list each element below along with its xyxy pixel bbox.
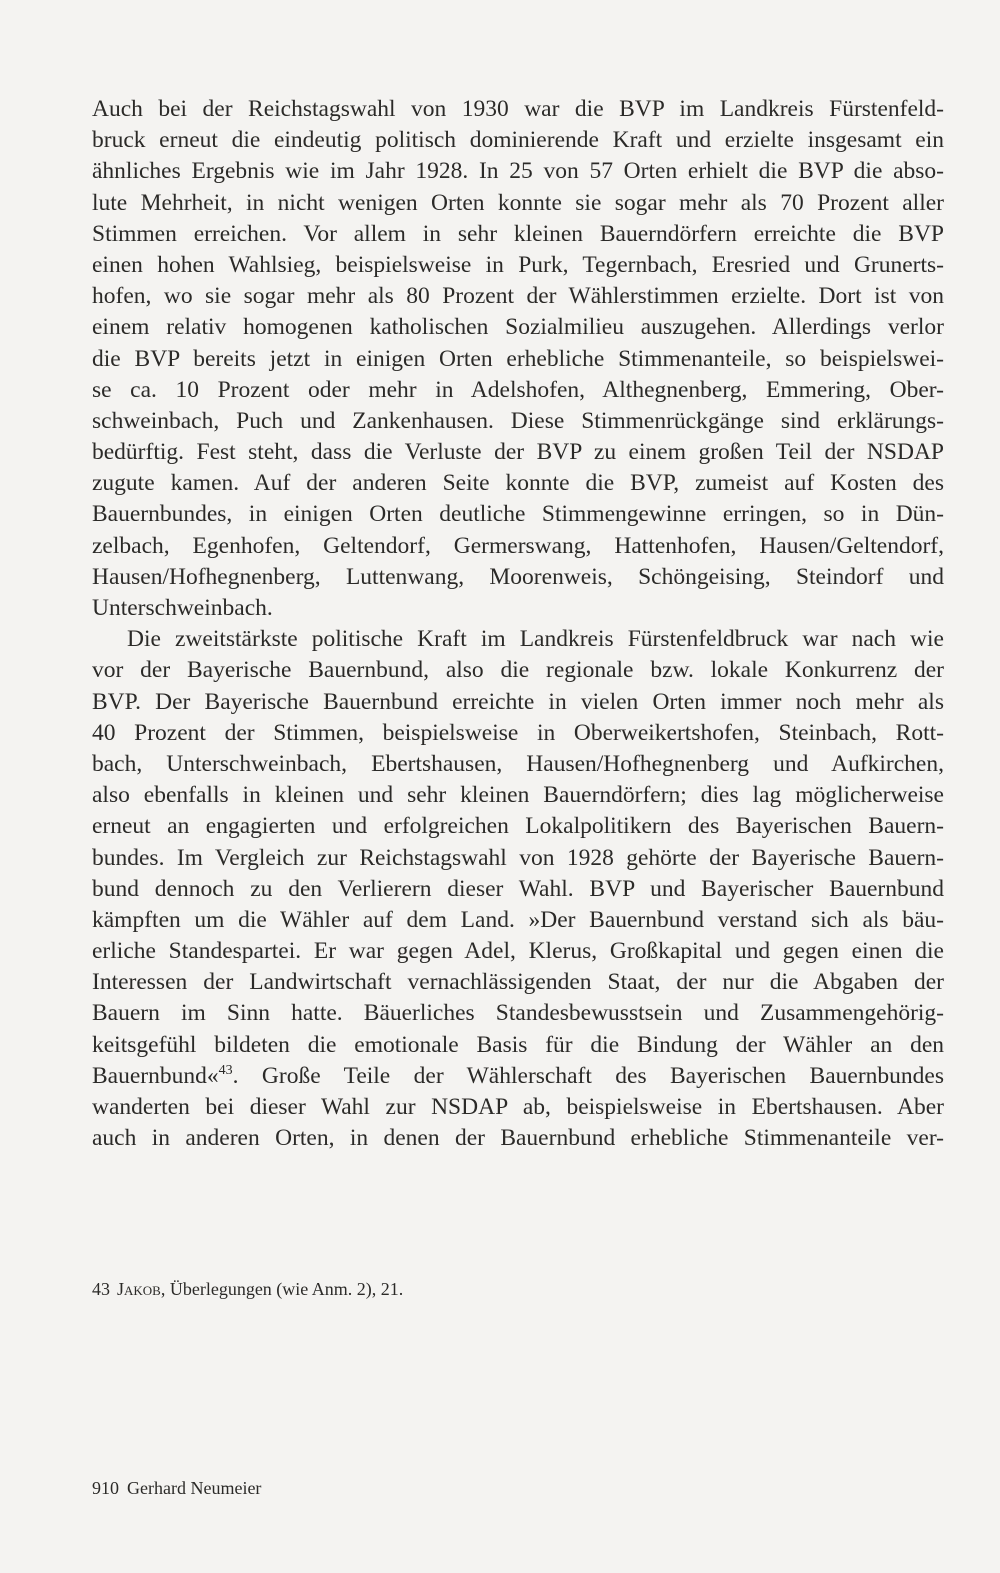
text-line: se ca. 10 Prozent oder mehr in Adelshofen, Althegnenberg, Emmering, Ober- (92, 376, 944, 403)
text-line: bedürftig. Fest steht, dass die Verluste der BVP zu einem großen Teil der NSDAP (92, 439, 944, 466)
page-footer (92, 1475, 261, 1501)
text-line: hofen, wo sie sogar mehr als 80 Prozent der Wählerstimmen erzielte. Dort ist von (92, 283, 944, 310)
text-fragment: . Große Teile der Wählerschaft des Bayerischen Bauernbundes (232, 1062, 944, 1089)
footnote-author: Jakob (117, 1279, 161, 1299)
text-line: bund dennoch zu den Verlierern dieser Wahl. BVP und Bayerischer Bauernbund (92, 875, 944, 902)
footnote-reference[interactable]: 43 (218, 1062, 233, 1078)
text-line: bruck erneut die eindeutig politisch dominierende Kraft und erzielte insgesamt ein (92, 127, 944, 154)
text-line: lute Mehrheit, in nicht wenigen Orten konnte sie sogar mehr als 70 Prozent aller (92, 189, 944, 216)
text-line: keitsgefühl bildeten die emotionale Basis für die Bindung der Wähler an den (92, 1031, 944, 1058)
text-line: also ebenfalls in kleinen und sehr kleinen Bauerndörfern; dies lag möglicherweise (92, 782, 944, 809)
running-author: Gerhard Neumeier (127, 1478, 262, 1498)
text-fragment: Bauernbund« (92, 1062, 219, 1089)
text-line: kämpften um die Wähler auf dem Land. »Der Bauernbund verstand sich als bäu- (92, 906, 944, 933)
footnote-number: 43 (92, 1279, 110, 1299)
text-line: schweinbach, Puch und Zankenhausen. Diese Stimmenrückgänge sind erklärungs- (92, 407, 944, 434)
text-line: Bauernbundes, in einigen Orten deutliche Stimmengewinne erringen, so in Dün- (92, 501, 944, 528)
text-line: erneut an engagierten und erfolgreichen Lokalpolitikern des Bayerischen Bauern- (92, 813, 944, 840)
footnote (92, 1276, 403, 1302)
text-line: bundes. Im Vergleich zur Reichstagswahl von 1928 gehörte der Bayerische Bauern- (92, 844, 944, 871)
text-line: Interessen der Landwirtschaft vernachlässigenden Staat, der nur die Abgaben der (92, 969, 944, 996)
text-line: Unterschweinbach. (92, 595, 273, 621)
text-line: erliche Standespartei. Er war gegen Adel, Klerus, Großkapital und gegen einen die (92, 938, 944, 965)
text-line: bach, Unterschweinbach, Ebertshausen, Hausen/Hofhegnenberg und Aufkirchen, (92, 750, 944, 777)
text-line: Die zweitstärkste politische Kraft im Landkreis Fürstenfeldbruck war nach wie (127, 626, 944, 653)
text-line: einem relativ homogenen katholischen Sozialmilieu auszugehen. Allerdings verlor (92, 314, 944, 341)
text-line-with-footnote-ref (92, 1061, 944, 1092)
page-number: 910 (92, 1478, 119, 1498)
text-line: BVP. Der Bayerische Bauernbund erreichte in vielen Orten immer noch mehr als (92, 688, 944, 715)
text-line: ähnliches Ergebnis wie im Jahr 1928. In 25 von 57 Orten erhielt die BVP die abso- (92, 158, 944, 185)
footnote-text: , Überlegungen (wie Anm. 2), 21. (160, 1279, 404, 1299)
text-line: zugute kamen. Auf der anderen Seite konnte die BVP, zumeist auf Kosten des (92, 470, 944, 497)
text-line: Auch bei der Reichstagswahl von 1930 war die BVP im Landkreis Fürstenfeld- (92, 96, 944, 122)
paragraph-1 (92, 94, 944, 624)
text-line: Bauern im Sinn hatte. Bäuerliches Standesbewusstsein und Zusammengehörig- (92, 1000, 944, 1027)
text-line: Hausen/Hofhegnenberg, Luttenwang, Moorenweis, Schöngeising, Steindorf und (92, 563, 944, 590)
paragraph-2 (92, 624, 944, 1154)
text-line: zelbach, Egenhofen, Geltendorf, Germerswang, Hattenhofen, Hausen/Geltendorf, (92, 532, 944, 559)
text-line: auch in anderen Orten, in denen der Bauernbund erhebliche Stimmenanteile ver- (92, 1125, 944, 1152)
text-line: vor der Bayerische Bauernbund, also die regionale bzw. lokale Konkurrenz der (92, 657, 944, 684)
text-line: einen hohen Wahlsieg, beispielsweise in Purk, Tegernbach, Eresried und Grunerts- (92, 251, 944, 278)
text-line: die BVP bereits jetzt in einigen Orten erhebliche Stimmenanteile, so beispielswei- (92, 345, 944, 372)
text-line: Stimmen erreichen. Vor allem in sehr kleinen Bauerndörfern erreichte die BVP (92, 220, 944, 247)
text-line: wanderten bei dieser Wahl zur NSDAP ab, beispielsweise in Ebertshausen. Aber (92, 1094, 944, 1120)
text-line: 40 Prozent der Stimmen, beispielsweise in Oberweikertshofen, Steinbach, Rott- (92, 719, 944, 746)
body-text (92, 94, 944, 1154)
